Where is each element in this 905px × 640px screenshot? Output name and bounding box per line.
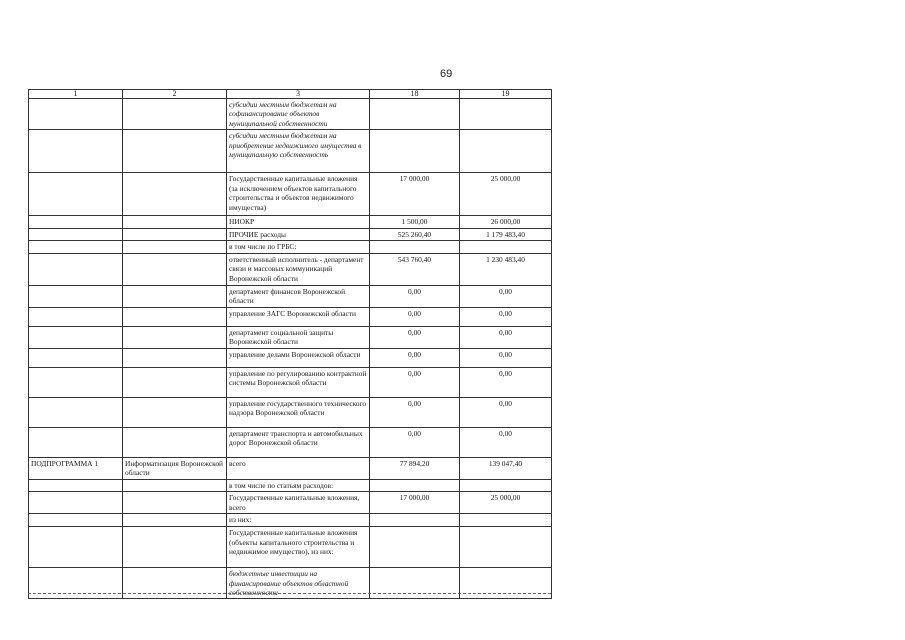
cell-name	[123, 216, 227, 228]
cell-name	[123, 514, 227, 527]
header-col-2: 2	[123, 90, 227, 99]
table-row	[29, 307, 552, 326]
cell-name	[123, 397, 227, 427]
cell-value-19	[460, 514, 552, 527]
cell-value-19	[460, 479, 552, 491]
cell-name	[123, 173, 227, 216]
cell-subprogram	[29, 479, 123, 491]
header-col-1: 1	[29, 90, 123, 99]
cell-value-18: 543 760,40	[370, 253, 460, 285]
table-row	[29, 479, 552, 491]
page-cut-line	[28, 593, 551, 595]
cell-name	[123, 228, 227, 240]
cell-subprogram	[29, 348, 123, 367]
cell-item: управление государственного технического надзора Воронежской области	[227, 397, 370, 427]
table-row	[29, 241, 552, 253]
cell-value-19: 139 047,40	[460, 457, 552, 479]
table-row	[29, 216, 552, 228]
table-row	[29, 527, 552, 568]
cell-value-19: 0,00	[460, 427, 552, 457]
table-row	[29, 253, 552, 285]
cell-value-19	[460, 130, 552, 173]
cell-subprogram	[29, 99, 123, 130]
cell-value-18: 0,00	[370, 285, 460, 307]
cell-value-19: 0,00	[460, 397, 552, 427]
cell-subprogram	[29, 228, 123, 240]
table-row	[29, 326, 552, 348]
cell-subprogram: ПОДПРОГРАММА 1	[29, 457, 123, 479]
cell-item: ПРОЧИЕ расходы	[227, 228, 370, 240]
cell-name	[123, 99, 227, 130]
cell-item: Государственные капитальные вложения, всего	[227, 492, 370, 514]
cell-value-19: 1 179 483,40	[460, 228, 552, 240]
cell-subprogram	[29, 173, 123, 216]
cell-item: субсидии местным бюджетам на приобретение недвижимого имущества в муниципальную собственность	[227, 130, 370, 173]
cell-item: департамент финансов Воронежской области	[227, 285, 370, 307]
cell-name	[123, 479, 227, 491]
cell-value-18: 77 894,20	[370, 457, 460, 479]
cell-item: НИОКР	[227, 216, 370, 228]
cell-value-18	[370, 479, 460, 491]
cell-value-19: 25 000,00	[460, 492, 552, 514]
cell-subprogram	[29, 130, 123, 173]
cell-subprogram	[29, 253, 123, 285]
table-row	[29, 173, 552, 216]
cell-value-19	[460, 527, 552, 568]
cell-value-19: 25 000,00	[460, 173, 552, 216]
cell-value-18: 0,00	[370, 427, 460, 457]
cell-value-18: 0,00	[370, 348, 460, 367]
cell-subprogram	[29, 307, 123, 326]
cell-item: ответственный исполнитель - департамент связи и массовых коммуникаций Воронежской области	[227, 253, 370, 285]
table-row	[29, 492, 552, 514]
cell-item: департамент транспорта и автомобильных дорог Воронежской области	[227, 427, 370, 457]
table-row	[29, 130, 552, 173]
cell-value-19: 0,00	[460, 348, 552, 367]
header-col-3: 3	[227, 90, 370, 99]
cell-subprogram	[29, 241, 123, 253]
table-row	[29, 285, 552, 307]
cell-item: департамент социальной защиты Воронежской области	[227, 326, 370, 348]
cell-item: из них:	[227, 514, 370, 527]
cell-name	[123, 492, 227, 514]
cell-value-19: 0,00	[460, 367, 552, 397]
cell-value-19: 26 000,00	[460, 216, 552, 228]
table-row	[29, 228, 552, 240]
table-row	[29, 348, 552, 367]
cell-item: управление ЗАГС Воронежской области	[227, 307, 370, 326]
cell-item: в том числе по ГРБС:	[227, 241, 370, 253]
cell-value-19: 0,00	[460, 326, 552, 348]
cell-item: в том числе по статьям расходов:	[227, 479, 370, 491]
cell-item: бюджетные инвестиции на финансирование объектов областной собственности	[227, 568, 370, 599]
cell-item: управление делами Воронежской области	[227, 348, 370, 367]
cell-value-18: 0,00	[370, 326, 460, 348]
cell-subprogram	[29, 367, 123, 397]
cell-value-18: 1 500,00	[370, 216, 460, 228]
cell-value-18: 0,00	[370, 367, 460, 397]
cell-name	[123, 285, 227, 307]
cell-name	[123, 326, 227, 348]
cell-name	[123, 367, 227, 397]
cell-value-19: 0,00	[460, 285, 552, 307]
cell-name	[123, 253, 227, 285]
cell-item: субсидии местным бюджетам на софинансирование объектов муниципальной собственности	[227, 99, 370, 130]
cell-value-18: 0,00	[370, 307, 460, 326]
cell-value-18	[370, 99, 460, 130]
cell-name	[123, 130, 227, 173]
cell-name	[123, 427, 227, 457]
header-col-18: 18	[370, 90, 460, 99]
cell-subprogram	[29, 527, 123, 568]
cell-subprogram	[29, 326, 123, 348]
cell-name	[123, 307, 227, 326]
cell-subprogram	[29, 427, 123, 457]
table-row	[29, 427, 552, 457]
cell-item: Государственные капитальные вложения (за исключением объектов капитального строительства и объектов недвижимого имущества)	[227, 173, 370, 216]
cell-subprogram	[29, 492, 123, 514]
cell-subprogram	[29, 216, 123, 228]
cell-value-18	[370, 514, 460, 527]
header-col-19: 19	[460, 90, 552, 99]
table-header-row	[29, 90, 552, 99]
cell-item: управление по регулированию контрактной системы Воронежской области	[227, 367, 370, 397]
cell-value-18: 17 000,00	[370, 173, 460, 216]
cell-name	[123, 527, 227, 568]
table-row	[29, 514, 552, 527]
cell-item: Государственные капитальные вложения (объекты капитального строительства и недвижимое имущество), из них:	[227, 527, 370, 568]
cell-item: всего	[227, 457, 370, 479]
cell-name	[123, 241, 227, 253]
cell-value-18: 0,00	[370, 397, 460, 427]
cell-value-19: 0,00	[460, 307, 552, 326]
cell-value-18: 17 000,00	[370, 492, 460, 514]
cell-value-18: 525 260,40	[370, 228, 460, 240]
cell-value-18	[370, 241, 460, 253]
cell-value-19	[460, 99, 552, 130]
table-row	[29, 397, 552, 427]
cell-subprogram	[29, 514, 123, 527]
cell-value-19	[460, 241, 552, 253]
cell-subprogram	[29, 285, 123, 307]
cell-name: Информатизация Воронежской области	[123, 457, 227, 479]
cell-name	[123, 348, 227, 367]
table-row	[29, 367, 552, 397]
cell-subprogram	[29, 397, 123, 427]
cell-value-19: 1 230 483,40	[460, 253, 552, 285]
budget-table	[28, 89, 552, 599]
cell-value-18	[370, 130, 460, 173]
cell-value-18	[370, 527, 460, 568]
table-row	[29, 99, 552, 130]
page-number: 69	[440, 68, 453, 80]
table-row	[29, 457, 552, 479]
